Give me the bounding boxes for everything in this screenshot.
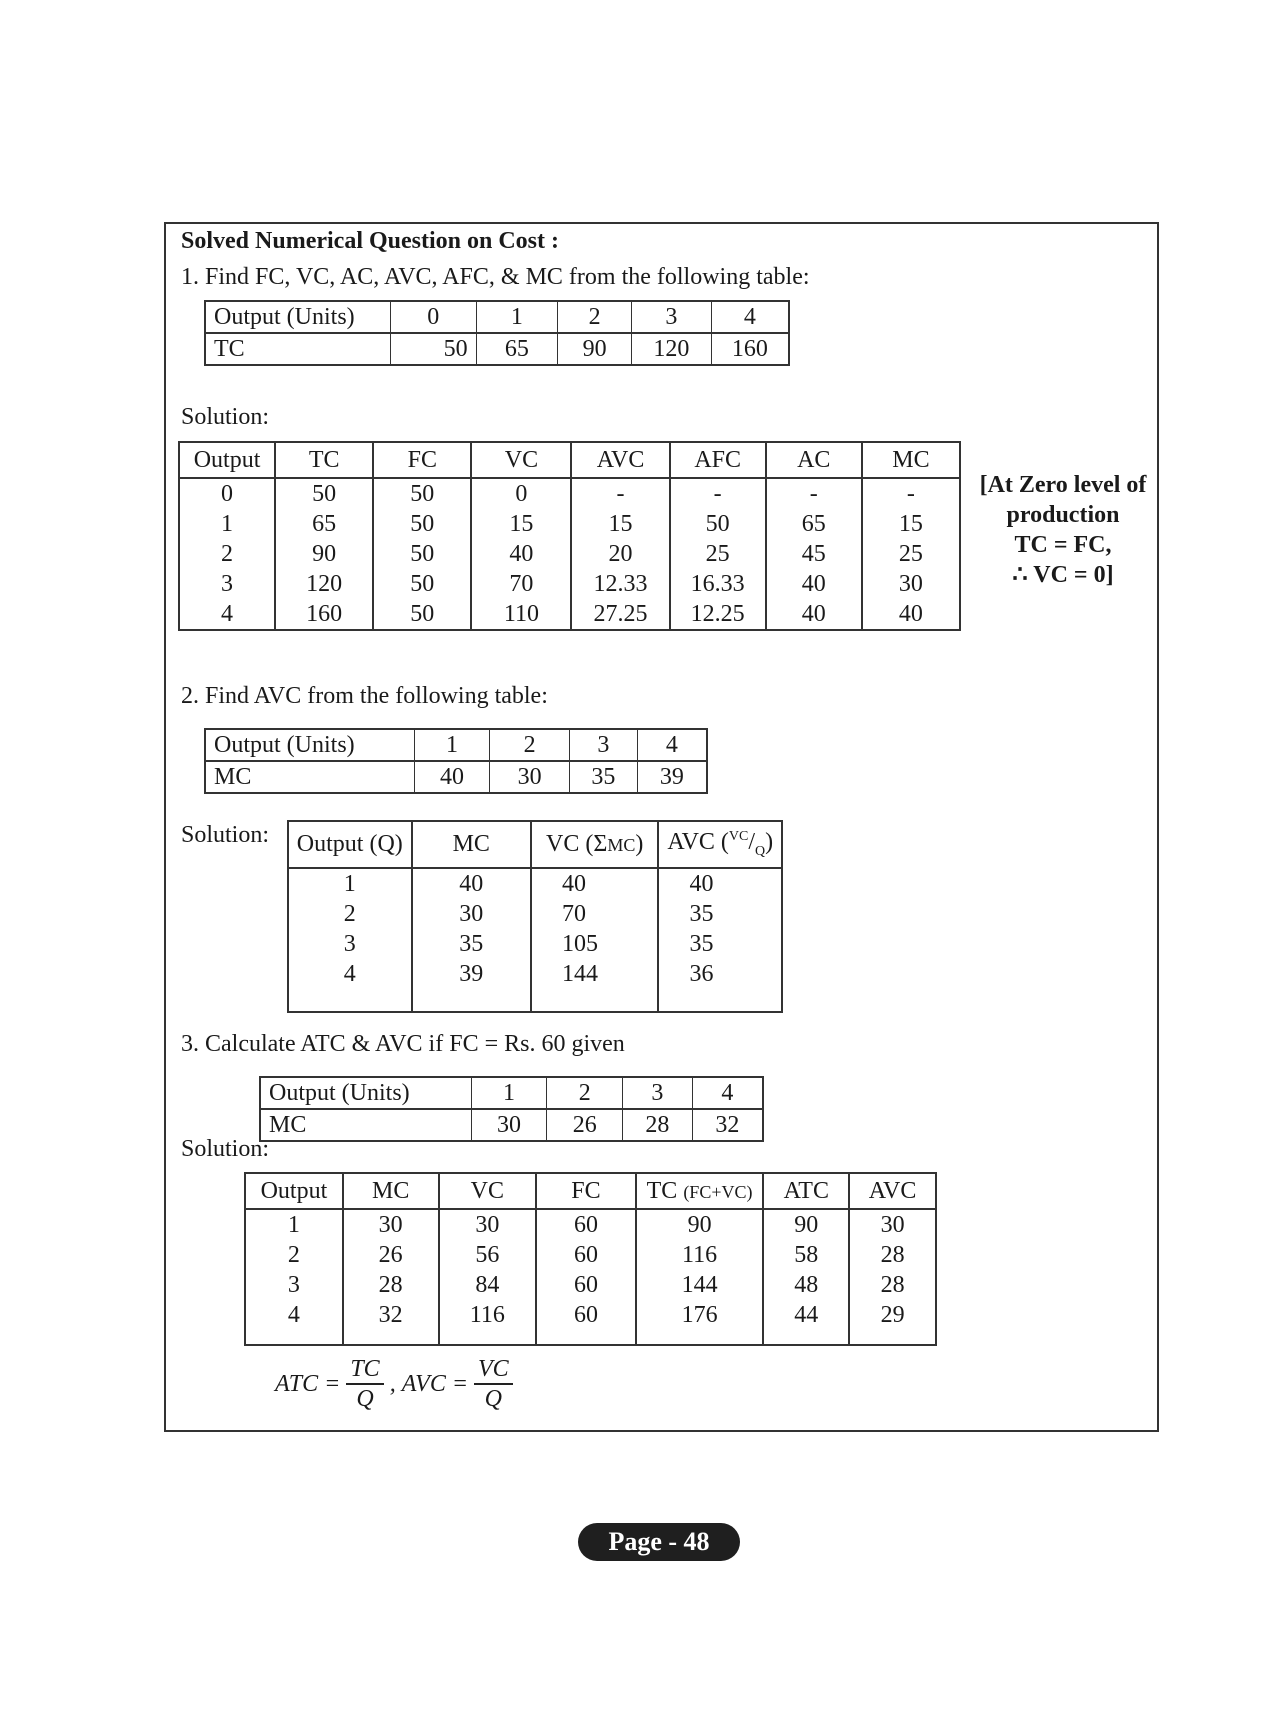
table-cell: 176 [636, 1300, 764, 1330]
q2-given-mc: 35 [570, 761, 638, 793]
table-cell: 40 [658, 868, 782, 899]
table-cell: 25 [862, 539, 960, 569]
q3-header-mc: MC [343, 1173, 439, 1209]
note-line: production [1006, 502, 1120, 528]
table-cell: 144 [531, 959, 659, 989]
table-cell: 35 [658, 929, 782, 959]
tc-label: TC [646, 1177, 678, 1204]
table-cell: 48 [763, 1270, 849, 1300]
q2-header-vc [531, 821, 659, 868]
q2-header-mc: MC [412, 821, 531, 868]
vc-label: VC ( [546, 830, 594, 857]
q2-given-row2-label: MC [205, 761, 414, 793]
table-spacer-row [288, 989, 782, 1012]
table-cell: 50 [373, 509, 471, 539]
q2-given-output: 4 [637, 729, 707, 761]
table-cell: 27.25 [571, 599, 669, 630]
table-cell: 60 [536, 1209, 636, 1240]
table-cell: 4 [288, 959, 412, 989]
q2-given-mc: 39 [637, 761, 707, 793]
table-cell: 120 [275, 569, 373, 599]
vc-close: ) [635, 830, 644, 857]
q2-header-output: Output (Q) [288, 821, 412, 868]
formula-separator: , [389, 1370, 396, 1397]
table-cell: 110 [471, 599, 571, 630]
q2-given-row1-label: Output (Units) [205, 729, 414, 761]
table-cell: 30 [412, 899, 531, 929]
q3-given-output: 1 [471, 1077, 547, 1109]
q1-given-output: 1 [476, 301, 558, 333]
table-cell: 160 [275, 599, 373, 630]
atc-formula-label: ATC = [275, 1370, 341, 1397]
table-cell: 28 [849, 1270, 936, 1300]
q1-solution-table [178, 441, 961, 631]
q2-given-mc: 30 [490, 761, 570, 793]
q3-given-output-row [260, 1077, 763, 1109]
q2-given-output-row [205, 729, 707, 761]
q3-given-table [259, 1076, 764, 1142]
q2-given-table [204, 728, 708, 794]
table-spacer-row [245, 1330, 936, 1345]
q1-note [968, 470, 1158, 590]
table-cell: 58 [763, 1240, 849, 1270]
table-row [179, 478, 960, 509]
sigma-symbol: Σ [593, 830, 608, 857]
table-cell: 2 [245, 1240, 343, 1270]
table-cell: 35 [658, 899, 782, 929]
table-cell: 15 [471, 509, 571, 539]
q2-given-output: 2 [490, 729, 570, 761]
table-cell: 15 [571, 509, 669, 539]
table-row [245, 1270, 936, 1300]
avc-numerator: VC [474, 1355, 513, 1385]
table-cell: 26 [343, 1240, 439, 1270]
table-cell: 30 [439, 1209, 537, 1240]
table-cell: 36 [658, 959, 782, 989]
table-row [288, 868, 782, 899]
table-cell: 28 [849, 1240, 936, 1270]
table-cell: - [862, 478, 960, 509]
cost-formula [275, 1355, 513, 1413]
table-cell: 30 [849, 1209, 936, 1240]
table-row [179, 539, 960, 569]
q3-given-mc: 32 [692, 1109, 763, 1141]
table-cell: - [670, 478, 766, 509]
q1-given-tc: 160 [711, 333, 789, 365]
table-cell: 15 [862, 509, 960, 539]
q3-given-mc-row [260, 1109, 763, 1141]
q3-given-mc: 28 [623, 1109, 693, 1141]
q1-header-avc: AVC [571, 442, 669, 478]
table-row [179, 569, 960, 599]
q1-given-tc: 65 [476, 333, 558, 365]
avc-formula-label: AVC = [401, 1370, 469, 1397]
q3-header-tc [636, 1173, 764, 1209]
q2-header-avc [658, 821, 782, 868]
table-cell: 2 [288, 899, 412, 929]
q1-given-output: 0 [390, 301, 476, 333]
avc-label: AVC ( [667, 829, 729, 855]
q2-question: 2. Find AVC from the following table: [181, 683, 548, 709]
avc-vc-label: VC [728, 829, 749, 844]
table-cell: 0 [471, 478, 571, 509]
table-cell: 16.33 [670, 569, 766, 599]
q1-header-ac: AC [766, 442, 862, 478]
table-cell: 84 [439, 1270, 537, 1300]
table-cell: 40 [412, 868, 531, 899]
table-cell: 60 [536, 1270, 636, 1300]
table-cell: 56 [439, 1240, 537, 1270]
q1-solution-label: Solution: [181, 404, 270, 430]
table-cell: 144 [636, 1270, 764, 1300]
table-cell: 50 [373, 478, 471, 509]
q1-given-row1-label: Output (Units) [205, 301, 390, 333]
q3-header-output: Output [245, 1173, 343, 1209]
table-cell: 1 [245, 1209, 343, 1240]
table-row [179, 599, 960, 630]
table-cell: 3 [179, 569, 275, 599]
q1-given-output: 4 [711, 301, 789, 333]
avc-denominator: Q [484, 1386, 503, 1412]
table-row [245, 1240, 936, 1270]
table-cell: 40 [862, 599, 960, 630]
q3-question: 3. Calculate ATC & AVC if FC = Rs. 60 given [181, 1031, 625, 1057]
q1-header-afc: AFC [670, 442, 766, 478]
table-cell: 25 [670, 539, 766, 569]
q3-header-atc: ATC [763, 1173, 849, 1209]
table-cell: - [766, 478, 862, 509]
q3-given-output: 2 [547, 1077, 623, 1109]
table-cell: 40 [766, 569, 862, 599]
table-cell: 90 [763, 1209, 849, 1240]
table-cell: 50 [275, 478, 373, 509]
q2-given-output: 1 [414, 729, 490, 761]
table-cell: 40 [766, 599, 862, 630]
q3-given-row1-label: Output (Units) [260, 1077, 471, 1109]
table-cell: 29 [849, 1300, 936, 1330]
table-cell: 30 [862, 569, 960, 599]
q1-question: 1. Find FC, VC, AC, AVC, AFC, & MC from the following table: [181, 264, 810, 290]
q3-given-row2-label: MC [260, 1109, 471, 1141]
atc-fraction [346, 1355, 383, 1413]
table-cell: 32 [343, 1300, 439, 1330]
table-cell: 44 [763, 1300, 849, 1330]
tc-suffix: (FC+VC) [683, 1181, 753, 1202]
table-cell: 40 [531, 868, 659, 899]
table-cell: 60 [536, 1300, 636, 1330]
avc-fraction [474, 1355, 513, 1413]
avc-close: ) [765, 829, 774, 855]
q3-given-mc: 30 [471, 1109, 547, 1141]
q3-solution-table [244, 1172, 937, 1346]
q3-solution-header-row [245, 1173, 936, 1209]
q2-solution-header-row [288, 821, 782, 868]
table-cell: 70 [471, 569, 571, 599]
q2-solution-table [287, 820, 783, 1013]
q1-given-table [204, 300, 790, 366]
table-cell: 50 [373, 539, 471, 569]
q1-header-fc: FC [373, 442, 471, 478]
table-cell: 50 [373, 569, 471, 599]
q1-given-output-row [205, 301, 789, 333]
table-cell: 35 [412, 929, 531, 959]
note-line: [At Zero level of [979, 472, 1147, 498]
table-cell: 1 [288, 868, 412, 899]
table-cell: 20 [571, 539, 669, 569]
table-row [288, 959, 782, 989]
table-cell: 45 [766, 539, 862, 569]
q1-given-tc: 120 [631, 333, 711, 365]
table-cell: - [571, 478, 669, 509]
vc-mc-label: MC [607, 834, 636, 855]
atc-numerator: TC [346, 1355, 383, 1385]
avc-slash: / [748, 829, 756, 855]
avc-q-label: Q [755, 843, 766, 859]
q1-header-tc: TC [275, 442, 373, 478]
table-cell: 0 [179, 478, 275, 509]
table-row [179, 509, 960, 539]
q1-header-vc: VC [471, 442, 571, 478]
q1-given-output: 3 [631, 301, 711, 333]
q1-given-row2-label: TC [205, 333, 390, 365]
page-number-badge: Page - 48 [578, 1523, 740, 1561]
q1-given-tc-row [205, 333, 789, 365]
table-cell: 3 [245, 1270, 343, 1300]
table-cell: 12.25 [670, 599, 766, 630]
section-title: Solved Numerical Question on Cost : [181, 228, 559, 254]
table-cell: 60 [536, 1240, 636, 1270]
table-cell: 65 [766, 509, 862, 539]
table-cell: 70 [531, 899, 659, 929]
table-cell: 50 [670, 509, 766, 539]
table-cell: 116 [636, 1240, 764, 1270]
q2-solution-label: Solution: [181, 822, 270, 848]
q1-given-tc: 90 [558, 333, 632, 365]
q3-solution-label: Solution: [181, 1136, 270, 1162]
table-row [245, 1300, 936, 1330]
table-cell: 28 [343, 1270, 439, 1300]
q3-header-fc: FC [536, 1173, 636, 1209]
table-cell: 116 [439, 1300, 537, 1330]
table-cell: 12.33 [571, 569, 669, 599]
note-line: ∴ VC = 0] [1012, 562, 1114, 588]
table-cell: 50 [373, 599, 471, 630]
table-cell: 4 [179, 599, 275, 630]
table-cell: 1 [179, 509, 275, 539]
table-cell: 105 [531, 929, 659, 959]
table-cell: 65 [275, 509, 373, 539]
q1-header-mc: MC [862, 442, 960, 478]
q1-given-output: 2 [558, 301, 632, 333]
table-cell: 2 [179, 539, 275, 569]
q3-given-output: 3 [623, 1077, 693, 1109]
q1-solution-header-row [179, 442, 960, 478]
table-cell: 90 [636, 1209, 764, 1240]
table-row [288, 929, 782, 959]
q2-given-output: 3 [570, 729, 638, 761]
table-cell: 40 [471, 539, 571, 569]
table-row [245, 1209, 936, 1240]
table-cell: 30 [343, 1209, 439, 1240]
q1-given-tc: 50 [390, 333, 476, 365]
q3-header-vc: VC [439, 1173, 537, 1209]
atc-denominator: Q [356, 1386, 374, 1412]
q3-header-avc: AVC [849, 1173, 936, 1209]
table-row [288, 899, 782, 929]
q2-given-mc: 40 [414, 761, 490, 793]
note-line: TC = FC, [1014, 532, 1112, 558]
table-cell: 39 [412, 959, 531, 989]
q1-header-output: Output [179, 442, 275, 478]
table-cell: 4 [245, 1300, 343, 1330]
q2-given-mc-row [205, 761, 707, 793]
q3-given-output: 4 [692, 1077, 763, 1109]
table-cell: 90 [275, 539, 373, 569]
q3-given-mc: 26 [547, 1109, 623, 1141]
table-cell: 3 [288, 929, 412, 959]
